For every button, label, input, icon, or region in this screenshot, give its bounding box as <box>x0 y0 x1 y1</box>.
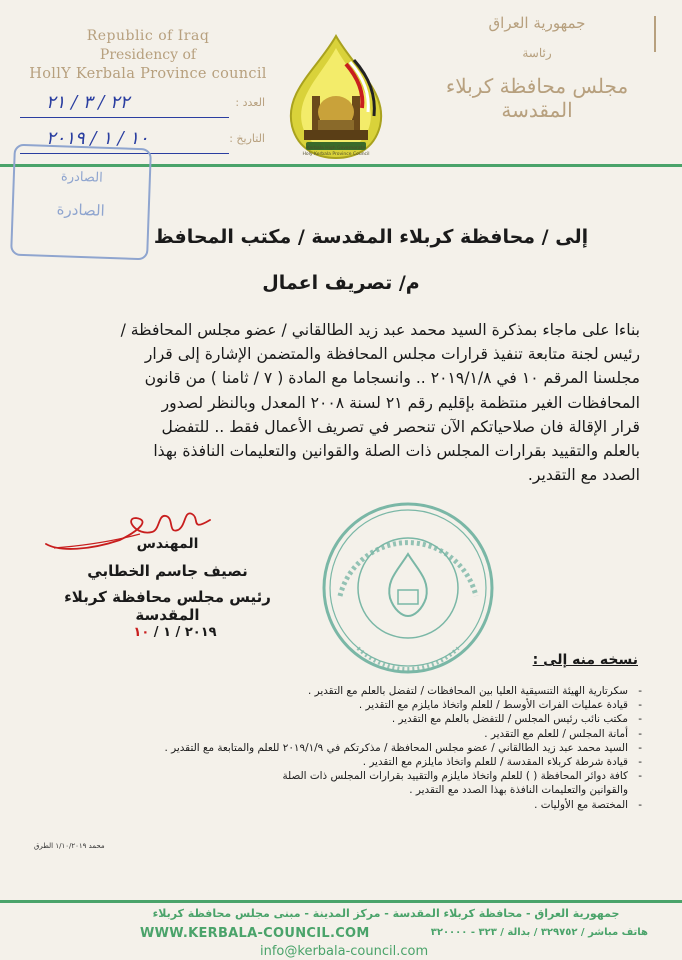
number-label: العدد : <box>235 96 265 109</box>
header-ar-line1: جمهورية العراق <box>488 14 586 32</box>
footer-address: جمهورية العراق - محافظة كربلاء المقدسة - مركز المدينة - مبنى مجلس محافظة كربلاء <box>152 907 620 920</box>
list-item: - السيد محمد عبد زيد الطالقاني / عضو مجلس المحافظة / مذكرتكم في ٢٠١٩/١/٩ للعلم والمتابعة مع التقدير . <box>102 741 642 755</box>
signature-date-prefix: ٢٠١٩ / ١ / <box>149 625 217 640</box>
header-en-line2: Presidency of <box>99 47 197 63</box>
header-ar-line3: مجلس محافظة كربلاء المقدسة <box>445 74 629 122</box>
list-item: - كافة دوائر المحافظة ( ) للعلم واتخاذ مايلزم والتقييد بقرارات المجلس ذات الصلة <box>102 769 642 783</box>
letter-body <box>34 318 640 487</box>
subject-line: م/ تصريف اعمال <box>262 272 420 294</box>
addressee: إلى / محافظة كربلاء المقدسة / مكتب المحافظ <box>153 226 589 248</box>
body-line: مجلسنا المرقم ١٠ في ٢٠١٩/١/٨ .. وانسجاما مع المادة ( ٧ / ثامنا ) من قانون <box>144 369 640 388</box>
copies-list <box>102 684 642 812</box>
signatory-position: رئيس مجلس محافظة كربلاء المقدسة <box>64 588 271 624</box>
list-item: - المختصة مع الأوليات . <box>102 798 642 812</box>
header-en-line3: HollY Kerbala Province council <box>29 66 267 82</box>
list-item: - قيادة شرطة كربلاء المقدسة / للعلم واتخاذ مايلزم مع التقدير . <box>102 755 642 769</box>
signatory-title: المهندس <box>136 536 199 552</box>
signature-block <box>40 536 295 624</box>
signature-date <box>100 625 250 640</box>
number-field <box>20 92 265 122</box>
council-seal <box>318 498 498 678</box>
header-arabic <box>412 14 662 122</box>
footer-email-link[interactable]: info@kerbala-council.com <box>260 944 429 959</box>
footer-website-link[interactable]: WWW.KERBALA-COUNCIL.COM <box>140 926 370 941</box>
body-line: المحافظات الغير منتظمة بإقليم رقم ٢١ لسنة ٢٠٠٨ المعدل وبالنظر لصدور <box>161 393 640 412</box>
emblem-caption-1: Kerbala High Governorate <box>306 146 366 151</box>
body-line: رئيس لجنة متابعة تنفيذ قرارات مجلس المحافظة والمتضمن الإشارة إلى قرار <box>144 345 640 364</box>
date-label: التاريخ : <box>229 132 265 145</box>
header-en-line1: Republic of Iraq <box>86 28 210 44</box>
list-item: - أمانة المجلس / للعلم مع التقدير . <box>102 727 642 741</box>
body-line: قرار الإقالة فان صلاحياتكم الآن تنحصر في تصريف الأعمال فقط .. للتفضل <box>161 417 640 436</box>
body-line: بالعلم والتقييد بقرارات المجلس ذات الصلة والقوانين والتعليمات النافذة بهذا <box>153 442 640 461</box>
footer-divider <box>0 900 682 903</box>
date-value: ١٠ / ١ / ٢٠١٩ <box>46 128 149 149</box>
council-emblem <box>276 34 396 162</box>
body-line: الصدد مع التقدير. <box>527 466 640 485</box>
body-line: بناءا على ماجاء بمذكرة السيد محمد عبد زيد الطالقاني / عضو مجلس المحافظة / <box>120 321 640 339</box>
reference-note: محمد ١/١٠/٢٠١٩ الطرق <box>34 842 105 850</box>
signatory-name: نصيف جاسم الخطابي <box>87 562 248 580</box>
header-english <box>28 28 268 82</box>
issue-stamp-line1: الصادرة <box>60 169 103 186</box>
emblem-caption-2: Holy Kerbala Province Council <box>302 152 370 157</box>
copies-heading: نسخه منه إلى : <box>532 652 638 668</box>
signature-date-day: ١٠ <box>133 625 150 640</box>
list-item: - مكتب نائب رئيس المجلس / للتفضل بالعلم مع التقدير . <box>102 712 642 726</box>
list-item: والقوانين والتعليمات النافذة بهذا الصدد مع التقدير . <box>409 784 628 797</box>
list-item: - سكرتارية الهيئة التنسيقية العليا بين المحافظات / لتفضل بالعلم مع التقدير . <box>102 684 642 698</box>
footer-phone: هاتف مباشر / ٣٢٩٧٥٢ / بدالة / ٣٢٣ - ٣٢٠٠٠٠ <box>430 927 648 938</box>
list-item: - قيادة عمليات الفرات الأوسط / للعلم واتخاذ مايلزم مع التقدير . <box>102 698 642 712</box>
header-ar-line2: رئاسة <box>522 46 552 60</box>
number-value: ٢٢ / ٣ / ٢١ <box>46 92 130 113</box>
issue-stamp-line2: الصادرة <box>56 200 106 220</box>
